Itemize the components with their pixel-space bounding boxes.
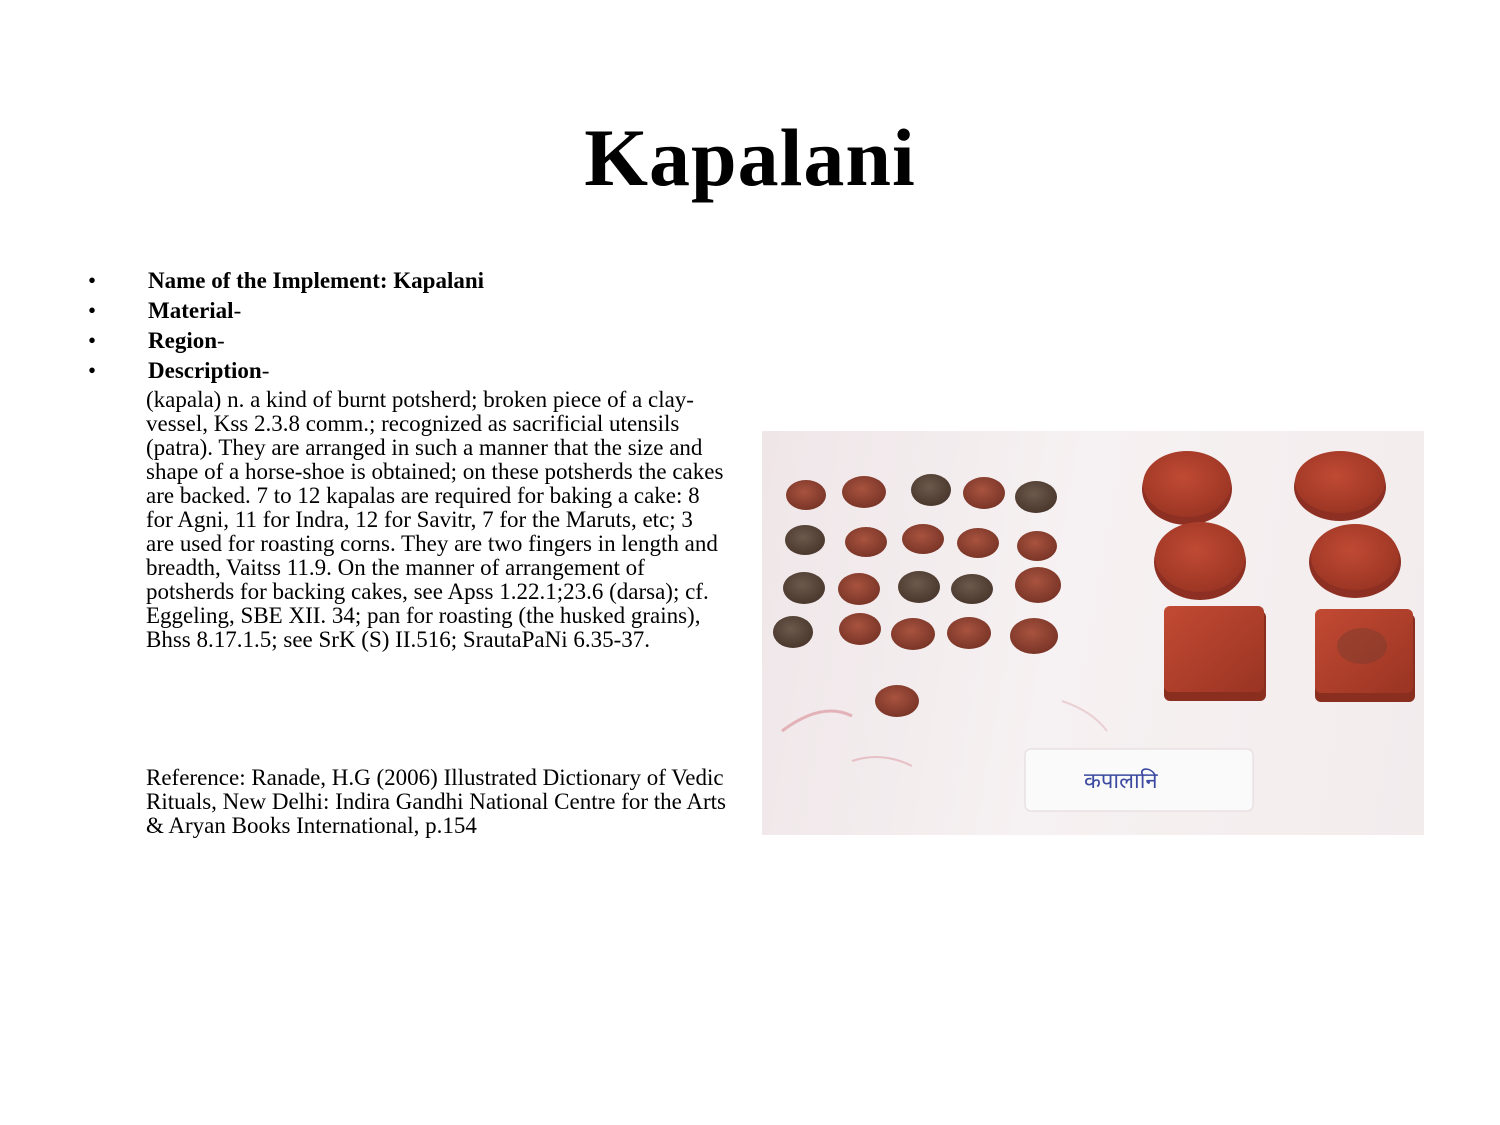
- bullet-icon: •: [88, 298, 97, 323]
- kapalani-photo-illustration: [762, 431, 1424, 835]
- field-material-label: Material: [148, 298, 234, 323]
- handwritten-label-card: [1025, 749, 1253, 811]
- small-potsherds: [773, 474, 1061, 717]
- round-clay-discs: [1142, 451, 1401, 600]
- description-text: (kapala) n. a kind of burnt potsherd; broken piece of a clay-vessel, Kss 2.3.8 comm.; recognized as sacrificial utensils (patra). They are arranged in such a manner that the size and shape of a horse-shoe is obtained; on these potsherds the cakes are backed. 7 to 12 kapalas are required for baking a cake: 8 for Agni, 11 for Indra, 12 for Savitr, 7 for the Maruts, etc; 3 are used for roasting corns. They are two fingers in length and breadth, Vaitss 11.9. On the manner of arrangement of potsherds for backing cakes, see Apss 1.22.1;23.6 (darsa); cf. Eggeling, SBE XII. 34; pan for roasting (the husked grains), Bhss 8.17.1.5; see SrK (S) II.516; SrautaPaNi 6.35-37.: [146, 387, 724, 652]
- kapalani-photo: [762, 431, 1424, 835]
- field-description-label: Description: [148, 358, 262, 383]
- field-description: [86, 356, 726, 386]
- bullet-icon: •: [88, 268, 97, 293]
- bullet-icon: •: [88, 358, 97, 383]
- field-list: [86, 266, 726, 386]
- field-description-value: -: [261, 358, 270, 383]
- photo-label-text: कपालानि: [1084, 769, 1158, 794]
- field-material-value: -: [233, 298, 242, 323]
- reference-text: Reference: Ranade, H.G (2006) Illustrated Dictionary of Vedic Rituals, New Delhi: Indira Gandhi National Centre for the Arts & Aryan Books International, p.154: [146, 765, 726, 838]
- square-clay-tiles: [1164, 606, 1415, 702]
- field-name-label: Name of the Implement: Kapalani: [148, 268, 485, 293]
- field-name: [86, 266, 726, 296]
- field-region-value: -: [217, 328, 225, 353]
- slide-title: Kapalani: [584, 112, 916, 203]
- bullet-icon: •: [88, 328, 97, 353]
- field-material: [86, 296, 726, 326]
- field-region: [86, 326, 726, 356]
- field-region-label: Region: [148, 328, 217, 353]
